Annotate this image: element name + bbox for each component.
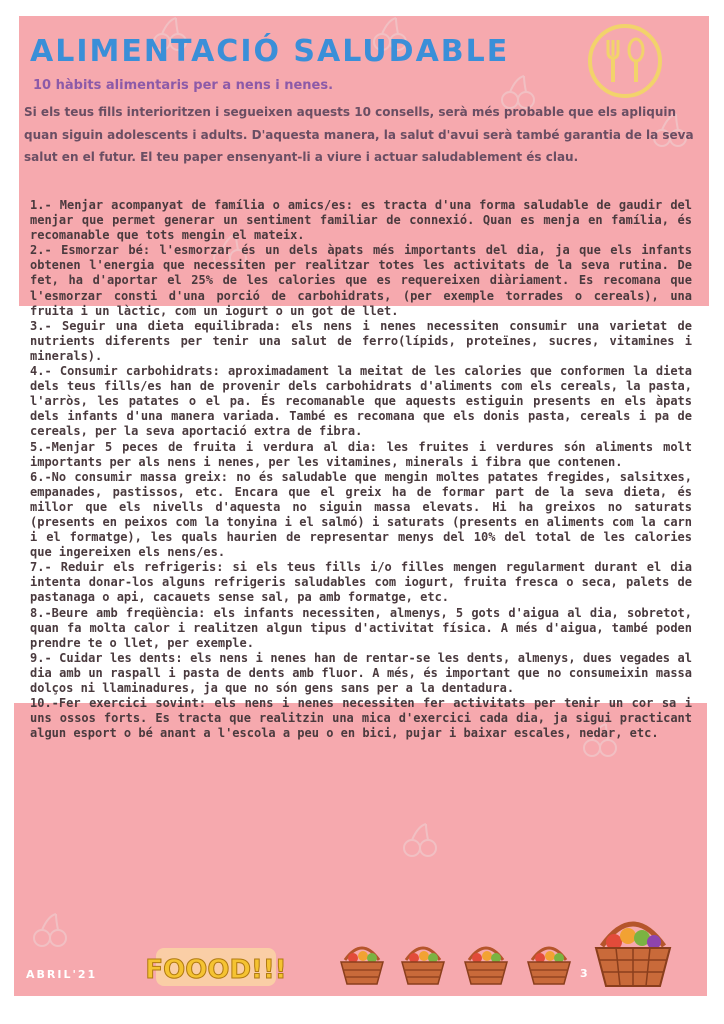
fruit-basket-icon bbox=[461, 938, 511, 988]
fruit-basket-icon bbox=[524, 938, 574, 988]
habit-item: 5.-Menjar 5 peces de fruita i verdura al dia: les fruites i verdures són aliments molt importants per als nens i nenes, per les vitamines, minerals i fibra que contenen. bbox=[30, 439, 692, 469]
habits-list bbox=[30, 198, 692, 741]
habit-item: 7.- Reduir els refrigeris: si els teus fills i/o filles mengen regularment durant el dia intenta donar-los alguns refrigeris saludables com iogurt, fruita fresca o seca, palets de pastanaga o api, cacauets sense sal, pa amb formatge, etc. bbox=[30, 560, 692, 605]
intro-paragraph: Si els teus fills interioritzen i segueixen aquests 10 consells, serà més probable que els apliquin quan siguin adolescents i adults. D'aquesta manera, la salut d'avui serà també garantia de la seva salut en el futur. El teu paper ensenyant-li a viure i actuar saludablement és clau. bbox=[24, 105, 694, 164]
page-number: 3 bbox=[580, 967, 588, 980]
habit-item: 1.- Menjar acompanyat de família o amics/es: es tracta d'una forma saludable de gaudir del menjar que permet generar un sentiment familiar de connexió. Quan es menja en família, és recomanable que tots mengin el mateix. bbox=[30, 198, 692, 243]
footer-date: ABRIL'21 bbox=[26, 968, 98, 981]
habit-item: 10.-Fer exercici sovint: els nens i nenes necessiten fer activitats per tenir un cor sa i uns ossos forts. Es tracta que realitzin una mica d'exercici cada dia, ja sigui practicant algun esport o bé anant a l'escola a peu o en bici, pujar i baixar escales, nedar, etc. bbox=[30, 696, 692, 741]
brand-logo-text: FOOOD!!! bbox=[145, 955, 287, 985]
fork-spoon-icon bbox=[586, 22, 664, 100]
habit-item: 9.- Cuidar les dents: els nens i nenes han de rentar-se les dents, almenys, dues vegades al dia amb un raspall i pasta de dents amb fluor. A més, és important que no consumeixin massa dolços ni llaminadures, ja que no són gens sans per a la dentadura. bbox=[30, 650, 692, 695]
cherry-icon bbox=[30, 910, 70, 950]
brand-logo bbox=[145, 946, 287, 988]
habit-item: 2.- Esmorzar bé: l'esmorzar és un dels àpats més importants del dia, ja que els infants obtenen l'energia que necessiten per realitzar totes les activitats de la seva rutina. De fet, ha d'aportar el 25% de les calories que es requereixen diàriament. Es recomana que l'esmorzar consti d'una porció de carbohidrats, (per exemple torrades o cereals), una fruita i un làctic, com un iogurt o un got de llet. bbox=[30, 243, 692, 318]
habit-item: 6.-No consumir massa greix: no és saludable que mengin moltes patates fregides, salsitxes, empanades, pastissos, etc. Encara que el greix ha de formar part de la seva dieta, és millor que els nivells d'aquesta no siguin massa elevats. Hi ha greixos no saturats (presents en peixos com la tonyina i el salmó) i saturats (presents en aliments com la carn i el formatge), les quals haurien de representar menys del 10% del total de les calories que ingereixen els nens/es. bbox=[30, 469, 692, 560]
page-subtitle: 10 hàbits alimentaris per a nens i nenes. bbox=[33, 78, 334, 93]
habit-item: 8.-Beure amb freqüència: els infants necessiten, almenys, 5 gots d'aigua al dia, sobretot, quan fa molta calor i realitzen algun tipus d'activitat física. A més d'aigua, també poden prendre te o llet, per exemple. bbox=[30, 605, 692, 650]
fruit-basket-icon bbox=[337, 938, 387, 988]
page-title: ALIMENTACIÓ SALUDABLE bbox=[30, 34, 510, 69]
fruit-basket-icon bbox=[398, 938, 448, 988]
habit-item: 3.- Seguir una dieta equilibrada: els nens i nenes necessiten consumir una varietat de nutrients diferents per tenir una salut de ferro(lípids, proteïnes, sucres, vitamines i minerals). bbox=[30, 318, 692, 363]
habit-item: 4.- Consumir carbohidrats: aproximadament la meitat de les calories que conformen la dieta dels teus fills/es han de provenir dels carbohidrats d'aliments com els cereals, la pasta, l'arròs, les patates o el pa. És recomanable que aquests estiguin presents en els àpats dels infants d'una manera variada. També es recomana que els donis pasta, cereals i pa de cereals, per la seva aportació extra de fibra. bbox=[30, 364, 692, 439]
cherry-icon bbox=[400, 820, 440, 860]
fruit-basket-icon bbox=[590, 906, 676, 992]
